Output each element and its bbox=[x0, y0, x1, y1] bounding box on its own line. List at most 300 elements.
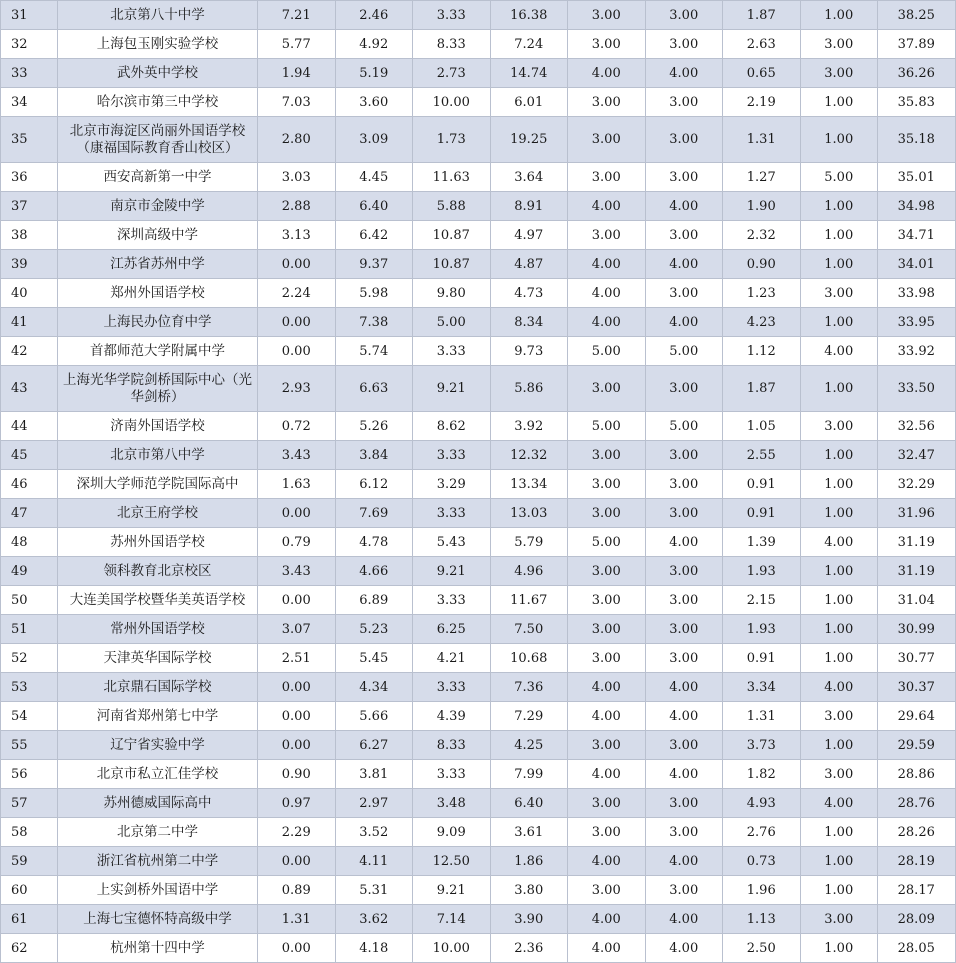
score-cell: 0.00 bbox=[258, 337, 336, 366]
total-score-cell: 31.04 bbox=[878, 586, 956, 615]
total-score-cell: 30.37 bbox=[878, 673, 956, 702]
score-cell: 5.31 bbox=[335, 876, 413, 905]
score-cell: 8.91 bbox=[490, 192, 568, 221]
score-cell: 5.00 bbox=[568, 337, 646, 366]
score-cell: 4.00 bbox=[645, 308, 723, 337]
score-cell: 10.68 bbox=[490, 644, 568, 673]
rank-cell: 54 bbox=[1, 702, 58, 731]
total-score-cell: 34.98 bbox=[878, 192, 956, 221]
score-cell: 4.00 bbox=[645, 59, 723, 88]
rank-cell: 47 bbox=[1, 499, 58, 528]
table-row bbox=[1, 279, 956, 308]
score-cell: 5.74 bbox=[335, 337, 413, 366]
total-score-cell: 33.50 bbox=[878, 366, 956, 412]
score-cell: 4.00 bbox=[645, 192, 723, 221]
table-row bbox=[1, 1, 956, 30]
score-cell: 3.00 bbox=[568, 117, 646, 163]
school-name-cell: 天津英华国际学校 bbox=[58, 644, 258, 673]
score-cell: 4.18 bbox=[335, 934, 413, 963]
score-cell: 3.61 bbox=[490, 818, 568, 847]
score-cell: 4.00 bbox=[568, 250, 646, 279]
score-cell: 1.00 bbox=[800, 499, 878, 528]
score-cell: 3.52 bbox=[335, 818, 413, 847]
school-name-cell: 上海七宝德怀特高级中学 bbox=[58, 905, 258, 934]
score-cell: 3.00 bbox=[645, 441, 723, 470]
score-cell: 2.93 bbox=[258, 366, 336, 412]
score-cell: 4.00 bbox=[568, 934, 646, 963]
score-cell: 3.00 bbox=[645, 615, 723, 644]
score-cell: 4.00 bbox=[645, 528, 723, 557]
score-cell: 1.39 bbox=[723, 528, 801, 557]
school-name-cell: 北京市海淀区尚丽外国语学校（康福国际教育香山校区） bbox=[58, 117, 258, 163]
score-cell: 3.00 bbox=[800, 279, 878, 308]
score-cell: 10.00 bbox=[413, 934, 491, 963]
score-cell: 0.00 bbox=[258, 934, 336, 963]
score-cell: 5.00 bbox=[645, 337, 723, 366]
score-cell: 1.00 bbox=[800, 847, 878, 876]
score-cell: 5.98 bbox=[335, 279, 413, 308]
table-row bbox=[1, 615, 956, 644]
table-row bbox=[1, 760, 956, 789]
score-cell: 7.24 bbox=[490, 30, 568, 59]
score-cell: 3.00 bbox=[800, 412, 878, 441]
score-cell: 4.00 bbox=[568, 279, 646, 308]
score-cell: 3.00 bbox=[645, 470, 723, 499]
total-score-cell: 33.92 bbox=[878, 337, 956, 366]
rank-cell: 32 bbox=[1, 30, 58, 59]
school-name-cell: 武外英中学校 bbox=[58, 59, 258, 88]
score-cell: 1.96 bbox=[723, 876, 801, 905]
total-score-cell: 31.96 bbox=[878, 499, 956, 528]
school-name-cell: 苏州德威国际高中 bbox=[58, 789, 258, 818]
score-cell: 1.00 bbox=[800, 818, 878, 847]
score-cell: 3.00 bbox=[645, 586, 723, 615]
school-name-cell: 上实剑桥外国语中学 bbox=[58, 876, 258, 905]
rank-cell: 57 bbox=[1, 789, 58, 818]
score-cell: 3.00 bbox=[568, 876, 646, 905]
score-cell: 4.92 bbox=[335, 30, 413, 59]
total-score-cell: 37.89 bbox=[878, 30, 956, 59]
score-cell: 3.00 bbox=[800, 760, 878, 789]
school-name-cell: 辽宁省实验中学 bbox=[58, 731, 258, 760]
score-cell: 3.00 bbox=[645, 557, 723, 586]
score-cell: 4.00 bbox=[568, 59, 646, 88]
score-cell: 4.00 bbox=[568, 673, 646, 702]
score-cell: 3.43 bbox=[258, 441, 336, 470]
total-score-cell: 34.01 bbox=[878, 250, 956, 279]
score-cell: 0.00 bbox=[258, 499, 336, 528]
school-name-cell: 上海民办位育中学 bbox=[58, 308, 258, 337]
score-cell: 1.31 bbox=[723, 117, 801, 163]
table-row bbox=[1, 30, 956, 59]
rank-cell: 61 bbox=[1, 905, 58, 934]
score-cell: 3.00 bbox=[568, 586, 646, 615]
school-name-cell: 深圳大学师范学院国际高中 bbox=[58, 470, 258, 499]
score-cell: 8.33 bbox=[413, 30, 491, 59]
score-cell: 5.00 bbox=[645, 412, 723, 441]
score-cell: 1.00 bbox=[800, 586, 878, 615]
rank-cell: 48 bbox=[1, 528, 58, 557]
score-cell: 3.00 bbox=[645, 876, 723, 905]
score-cell: 3.00 bbox=[568, 644, 646, 673]
score-cell: 0.00 bbox=[258, 586, 336, 615]
rank-cell: 53 bbox=[1, 673, 58, 702]
school-name-cell: 大连美国学校暨华美英语学校 bbox=[58, 586, 258, 615]
total-score-cell: 33.98 bbox=[878, 279, 956, 308]
score-cell: 5.19 bbox=[335, 59, 413, 88]
score-cell: 3.00 bbox=[568, 470, 646, 499]
score-cell: 3.00 bbox=[568, 789, 646, 818]
total-score-cell: 38.25 bbox=[878, 1, 956, 30]
score-cell: 3.00 bbox=[568, 163, 646, 192]
rank-cell: 62 bbox=[1, 934, 58, 963]
score-cell: 3.00 bbox=[645, 30, 723, 59]
total-score-cell: 32.29 bbox=[878, 470, 956, 499]
score-cell: 3.33 bbox=[413, 499, 491, 528]
score-cell: 9.21 bbox=[413, 366, 491, 412]
score-cell: 12.32 bbox=[490, 441, 568, 470]
score-cell: 2.15 bbox=[723, 586, 801, 615]
rank-cell: 36 bbox=[1, 163, 58, 192]
score-cell: 0.00 bbox=[258, 847, 336, 876]
score-cell: 6.27 bbox=[335, 731, 413, 760]
score-cell: 3.92 bbox=[490, 412, 568, 441]
score-cell: 3.00 bbox=[645, 279, 723, 308]
score-cell: 3.00 bbox=[568, 818, 646, 847]
score-cell: 3.33 bbox=[413, 586, 491, 615]
score-cell: 3.33 bbox=[413, 337, 491, 366]
total-score-cell: 34.71 bbox=[878, 221, 956, 250]
rank-cell: 31 bbox=[1, 1, 58, 30]
score-cell: 4.25 bbox=[490, 731, 568, 760]
score-cell: 3.00 bbox=[645, 88, 723, 117]
score-cell: 5.66 bbox=[335, 702, 413, 731]
score-cell: 5.88 bbox=[413, 192, 491, 221]
score-cell: 0.79 bbox=[258, 528, 336, 557]
score-cell: 7.69 bbox=[335, 499, 413, 528]
score-cell: 3.00 bbox=[568, 441, 646, 470]
score-cell: 5.23 bbox=[335, 615, 413, 644]
score-cell: 1.82 bbox=[723, 760, 801, 789]
score-cell: 5.00 bbox=[568, 412, 646, 441]
total-score-cell: 30.99 bbox=[878, 615, 956, 644]
rank-cell: 45 bbox=[1, 441, 58, 470]
school-name-cell: 北京鼎石国际学校 bbox=[58, 673, 258, 702]
score-cell: 1.00 bbox=[800, 192, 878, 221]
score-cell: 10.87 bbox=[413, 221, 491, 250]
score-cell: 7.50 bbox=[490, 615, 568, 644]
score-cell: 3.81 bbox=[335, 760, 413, 789]
school-name-cell: 南京市金陵中学 bbox=[58, 192, 258, 221]
school-name-cell: 深圳高级中学 bbox=[58, 221, 258, 250]
score-cell: 4.00 bbox=[645, 847, 723, 876]
score-cell: 1.00 bbox=[800, 557, 878, 586]
score-cell: 4.11 bbox=[335, 847, 413, 876]
score-cell: 3.00 bbox=[645, 221, 723, 250]
table-row bbox=[1, 163, 956, 192]
score-cell: 9.21 bbox=[413, 557, 491, 586]
school-name-cell: 哈尔滨市第三中学校 bbox=[58, 88, 258, 117]
score-cell: 1.86 bbox=[490, 847, 568, 876]
score-cell: 2.50 bbox=[723, 934, 801, 963]
score-cell: 4.00 bbox=[568, 760, 646, 789]
table-row bbox=[1, 702, 956, 731]
score-cell: 4.00 bbox=[645, 934, 723, 963]
score-cell: 3.33 bbox=[413, 1, 491, 30]
rank-cell: 38 bbox=[1, 221, 58, 250]
score-cell: 0.00 bbox=[258, 308, 336, 337]
score-cell: 1.00 bbox=[800, 731, 878, 760]
score-cell: 3.62 bbox=[335, 905, 413, 934]
score-cell: 0.90 bbox=[723, 250, 801, 279]
school-name-cell: 首都师范大学附属中学 bbox=[58, 337, 258, 366]
score-cell: 4.00 bbox=[568, 308, 646, 337]
table-row bbox=[1, 847, 956, 876]
score-cell: 9.73 bbox=[490, 337, 568, 366]
score-cell: 2.76 bbox=[723, 818, 801, 847]
rank-cell: 40 bbox=[1, 279, 58, 308]
score-cell: 0.91 bbox=[723, 644, 801, 673]
total-score-cell: 35.83 bbox=[878, 88, 956, 117]
school-name-cell: 苏州外国语学校 bbox=[58, 528, 258, 557]
table-row bbox=[1, 470, 956, 499]
score-cell: 3.00 bbox=[568, 88, 646, 117]
score-cell: 3.00 bbox=[645, 163, 723, 192]
score-cell: 1.31 bbox=[258, 905, 336, 934]
rank-cell: 43 bbox=[1, 366, 58, 412]
rank-cell: 39 bbox=[1, 250, 58, 279]
score-cell: 3.80 bbox=[490, 876, 568, 905]
score-cell: 3.00 bbox=[568, 221, 646, 250]
school-name-cell: 领科教育北京校区 bbox=[58, 557, 258, 586]
score-cell: 3.07 bbox=[258, 615, 336, 644]
score-cell: 4.00 bbox=[800, 789, 878, 818]
score-cell: 19.25 bbox=[490, 117, 568, 163]
score-cell: 4.00 bbox=[568, 847, 646, 876]
school-name-cell: 河南省郑州第七中学 bbox=[58, 702, 258, 731]
school-name-cell: 西安高新第一中学 bbox=[58, 163, 258, 192]
school-name-cell: 济南外国语学校 bbox=[58, 412, 258, 441]
total-score-cell: 30.77 bbox=[878, 644, 956, 673]
score-cell: 1.00 bbox=[800, 117, 878, 163]
score-cell: 2.24 bbox=[258, 279, 336, 308]
score-cell: 2.19 bbox=[723, 88, 801, 117]
score-cell: 4.00 bbox=[800, 673, 878, 702]
rank-cell: 49 bbox=[1, 557, 58, 586]
score-cell: 3.09 bbox=[335, 117, 413, 163]
score-cell: 1.23 bbox=[723, 279, 801, 308]
score-cell: 7.38 bbox=[335, 308, 413, 337]
table-row bbox=[1, 250, 956, 279]
score-cell: 3.33 bbox=[413, 441, 491, 470]
score-cell: 1.00 bbox=[800, 366, 878, 412]
total-score-cell: 35.01 bbox=[878, 163, 956, 192]
score-cell: 6.12 bbox=[335, 470, 413, 499]
score-cell: 0.91 bbox=[723, 499, 801, 528]
score-cell: 1.00 bbox=[800, 88, 878, 117]
score-cell: 5.43 bbox=[413, 528, 491, 557]
total-score-cell: 28.05 bbox=[878, 934, 956, 963]
score-cell: 1.93 bbox=[723, 557, 801, 586]
score-cell: 4.66 bbox=[335, 557, 413, 586]
score-cell: 2.80 bbox=[258, 117, 336, 163]
score-cell: 3.84 bbox=[335, 441, 413, 470]
score-cell: 3.00 bbox=[568, 615, 646, 644]
score-cell: 7.99 bbox=[490, 760, 568, 789]
rank-cell: 37 bbox=[1, 192, 58, 221]
total-score-cell: 31.19 bbox=[878, 528, 956, 557]
score-cell: 0.89 bbox=[258, 876, 336, 905]
score-cell: 3.00 bbox=[568, 1, 646, 30]
score-cell: 9.09 bbox=[413, 818, 491, 847]
score-cell: 1.00 bbox=[800, 250, 878, 279]
score-cell: 3.29 bbox=[413, 470, 491, 499]
score-cell: 2.55 bbox=[723, 441, 801, 470]
rank-cell: 35 bbox=[1, 117, 58, 163]
score-cell: 1.73 bbox=[413, 117, 491, 163]
score-cell: 0.00 bbox=[258, 673, 336, 702]
score-cell: 4.93 bbox=[723, 789, 801, 818]
score-cell: 5.77 bbox=[258, 30, 336, 59]
school-name-cell: 上海包玉刚实验学校 bbox=[58, 30, 258, 59]
score-cell: 1.90 bbox=[723, 192, 801, 221]
score-cell: 1.12 bbox=[723, 337, 801, 366]
score-cell: 3.00 bbox=[800, 30, 878, 59]
table-row bbox=[1, 644, 956, 673]
score-cell: 3.13 bbox=[258, 221, 336, 250]
score-cell: 6.40 bbox=[335, 192, 413, 221]
score-cell: 4.00 bbox=[645, 702, 723, 731]
score-cell: 2.97 bbox=[335, 789, 413, 818]
score-cell: 3.00 bbox=[568, 557, 646, 586]
score-cell: 4.00 bbox=[568, 702, 646, 731]
score-cell: 4.23 bbox=[723, 308, 801, 337]
table-row bbox=[1, 528, 956, 557]
rank-cell: 46 bbox=[1, 470, 58, 499]
score-cell: 11.63 bbox=[413, 163, 491, 192]
score-cell: 2.32 bbox=[723, 221, 801, 250]
score-cell: 3.00 bbox=[800, 905, 878, 934]
school-name-cell: 郑州外国语学校 bbox=[58, 279, 258, 308]
score-cell: 2.51 bbox=[258, 644, 336, 673]
table-row bbox=[1, 192, 956, 221]
score-cell: 1.87 bbox=[723, 366, 801, 412]
score-cell: 6.89 bbox=[335, 586, 413, 615]
score-cell: 3.00 bbox=[645, 366, 723, 412]
score-cell: 4.00 bbox=[645, 250, 723, 279]
score-cell: 14.74 bbox=[490, 59, 568, 88]
score-cell: 2.73 bbox=[413, 59, 491, 88]
score-cell: 2.46 bbox=[335, 1, 413, 30]
school-name-cell: 上海光华学院剑桥国际中心（光华剑桥） bbox=[58, 366, 258, 412]
total-score-cell: 28.26 bbox=[878, 818, 956, 847]
score-cell: 4.00 bbox=[568, 905, 646, 934]
total-score-cell: 35.18 bbox=[878, 117, 956, 163]
score-cell: 3.03 bbox=[258, 163, 336, 192]
score-cell: 1.00 bbox=[800, 221, 878, 250]
score-cell: 8.33 bbox=[413, 731, 491, 760]
table-row bbox=[1, 673, 956, 702]
score-cell: 5.45 bbox=[335, 644, 413, 673]
score-cell: 6.63 bbox=[335, 366, 413, 412]
score-cell: 0.65 bbox=[723, 59, 801, 88]
total-score-cell: 32.47 bbox=[878, 441, 956, 470]
rank-cell: 42 bbox=[1, 337, 58, 366]
score-cell: 3.90 bbox=[490, 905, 568, 934]
table-row bbox=[1, 337, 956, 366]
score-cell: 1.31 bbox=[723, 702, 801, 731]
table-row bbox=[1, 818, 956, 847]
score-cell: 7.14 bbox=[413, 905, 491, 934]
score-cell: 5.26 bbox=[335, 412, 413, 441]
score-cell: 3.34 bbox=[723, 673, 801, 702]
score-cell: 4.00 bbox=[645, 760, 723, 789]
score-cell: 1.00 bbox=[800, 308, 878, 337]
rank-cell: 59 bbox=[1, 847, 58, 876]
score-cell: 0.91 bbox=[723, 470, 801, 499]
score-cell: 4.73 bbox=[490, 279, 568, 308]
score-cell: 1.00 bbox=[800, 615, 878, 644]
school-name-cell: 北京王府学校 bbox=[58, 499, 258, 528]
score-cell: 6.42 bbox=[335, 221, 413, 250]
score-cell: 4.87 bbox=[490, 250, 568, 279]
table-row bbox=[1, 934, 956, 963]
table-row bbox=[1, 499, 956, 528]
score-cell: 0.90 bbox=[258, 760, 336, 789]
total-score-cell: 28.09 bbox=[878, 905, 956, 934]
table-row bbox=[1, 221, 956, 250]
score-cell: 13.34 bbox=[490, 470, 568, 499]
score-cell: 4.34 bbox=[335, 673, 413, 702]
score-cell: 1.00 bbox=[800, 876, 878, 905]
score-cell: 12.50 bbox=[413, 847, 491, 876]
score-cell: 2.36 bbox=[490, 934, 568, 963]
score-cell: 2.88 bbox=[258, 192, 336, 221]
score-cell: 1.27 bbox=[723, 163, 801, 192]
score-cell: 4.00 bbox=[645, 673, 723, 702]
score-cell: 0.97 bbox=[258, 789, 336, 818]
rank-cell: 44 bbox=[1, 412, 58, 441]
score-cell: 8.62 bbox=[413, 412, 491, 441]
total-score-cell: 28.19 bbox=[878, 847, 956, 876]
score-cell: 9.21 bbox=[413, 876, 491, 905]
score-cell: 1.00 bbox=[800, 441, 878, 470]
score-cell: 3.73 bbox=[723, 731, 801, 760]
score-cell: 1.05 bbox=[723, 412, 801, 441]
rank-cell: 55 bbox=[1, 731, 58, 760]
score-cell: 9.37 bbox=[335, 250, 413, 279]
table-row bbox=[1, 412, 956, 441]
score-cell: 3.33 bbox=[413, 673, 491, 702]
score-cell: 3.00 bbox=[645, 499, 723, 528]
table-row bbox=[1, 366, 956, 412]
score-cell: 4.96 bbox=[490, 557, 568, 586]
score-cell: 3.00 bbox=[645, 117, 723, 163]
score-cell: 1.13 bbox=[723, 905, 801, 934]
score-cell: 7.36 bbox=[490, 673, 568, 702]
score-cell: 5.00 bbox=[413, 308, 491, 337]
rank-cell: 33 bbox=[1, 59, 58, 88]
score-cell: 3.00 bbox=[645, 644, 723, 673]
score-cell: 1.63 bbox=[258, 470, 336, 499]
rank-cell: 51 bbox=[1, 615, 58, 644]
score-cell: 1.00 bbox=[800, 1, 878, 30]
score-cell: 11.67 bbox=[490, 586, 568, 615]
school-name-cell: 江苏省苏州中学 bbox=[58, 250, 258, 279]
rank-cell: 34 bbox=[1, 88, 58, 117]
score-cell: 7.03 bbox=[258, 88, 336, 117]
score-cell: 8.34 bbox=[490, 308, 568, 337]
